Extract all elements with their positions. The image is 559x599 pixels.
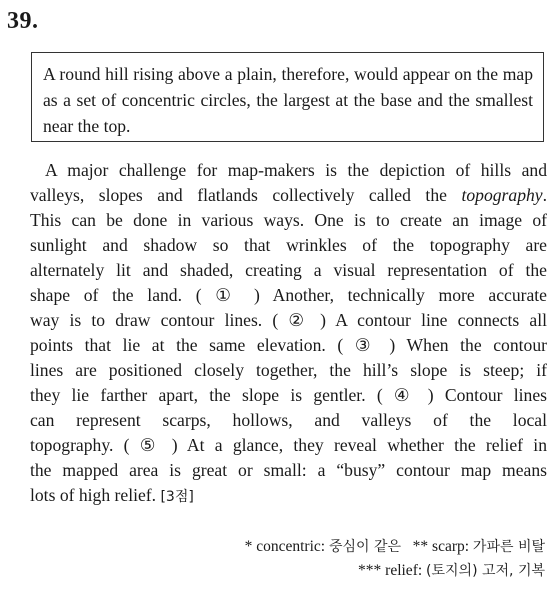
- passage-line: [30, 183, 547, 208]
- italic-term-suffix: .: [542, 185, 547, 205]
- passage-line: topography. ( ⑤ ) At a glance, they reveal whether the relief in: [30, 435, 547, 455]
- passage-line: This can be done in various ways. One is to create an image of: [30, 210, 547, 230]
- passage-line: [30, 483, 547, 508]
- passage-line-text: valleys, slopes and flatlands collectively called the: [30, 185, 447, 205]
- points-tag: [3점]: [160, 489, 194, 505]
- passage-line: points that lie at the same elevation. ( ③ ) When the contour: [30, 335, 547, 355]
- passage-line: the mapped area is great or small: a “busy” contour map means: [30, 460, 547, 480]
- passage-line: can represent scarps, hollows, and valleys of the local: [30, 410, 547, 430]
- glossary-meaning: (토지의) 고저, 기복: [426, 563, 545, 579]
- passage-line: A major challenge for map-makers is the depiction of hills and: [45, 160, 547, 180]
- italic-term: topography: [461, 185, 543, 205]
- glossary-meaning: 중심이 같은: [328, 539, 402, 555]
- passage-line: lines are positioned closely together, the hill’s slope is steep; if: [30, 360, 547, 380]
- glossary-term: *** relief:: [358, 562, 423, 579]
- passage-line: sunlight and shadow so that wrinkles of the topography are: [30, 235, 547, 255]
- given-sentence: A round hill rising above a plain, therefore, would appear on the map as a set of concentric circles, the largest at the base and the smallest near the top.: [43, 64, 533, 136]
- passage-line: alternately lit and shaded, creating a visual representation of the: [30, 260, 547, 280]
- passage-line: shape of the land. ( ① ) Another, technically more accurate: [30, 285, 547, 305]
- glossary-line-2: [358, 560, 545, 582]
- passage-line: way is to draw contour lines. ( ② ) A contour line connects all: [30, 310, 547, 330]
- question-number: 39.: [7, 8, 39, 34]
- glossary-line-1: [245, 536, 545, 558]
- glossary-meaning: 가파른 비탈: [472, 539, 545, 555]
- glossary-term: ** scarp:: [412, 538, 470, 555]
- passage-line-text: lots of high relief.: [30, 485, 157, 505]
- glossary-term: * concentric:: [244, 538, 326, 555]
- passage-line: they lie farther apart, the slope is gentler. ( ④ ) Contour lines: [30, 385, 547, 405]
- passage: [30, 158, 547, 508]
- given-sentence-box: [31, 52, 544, 142]
